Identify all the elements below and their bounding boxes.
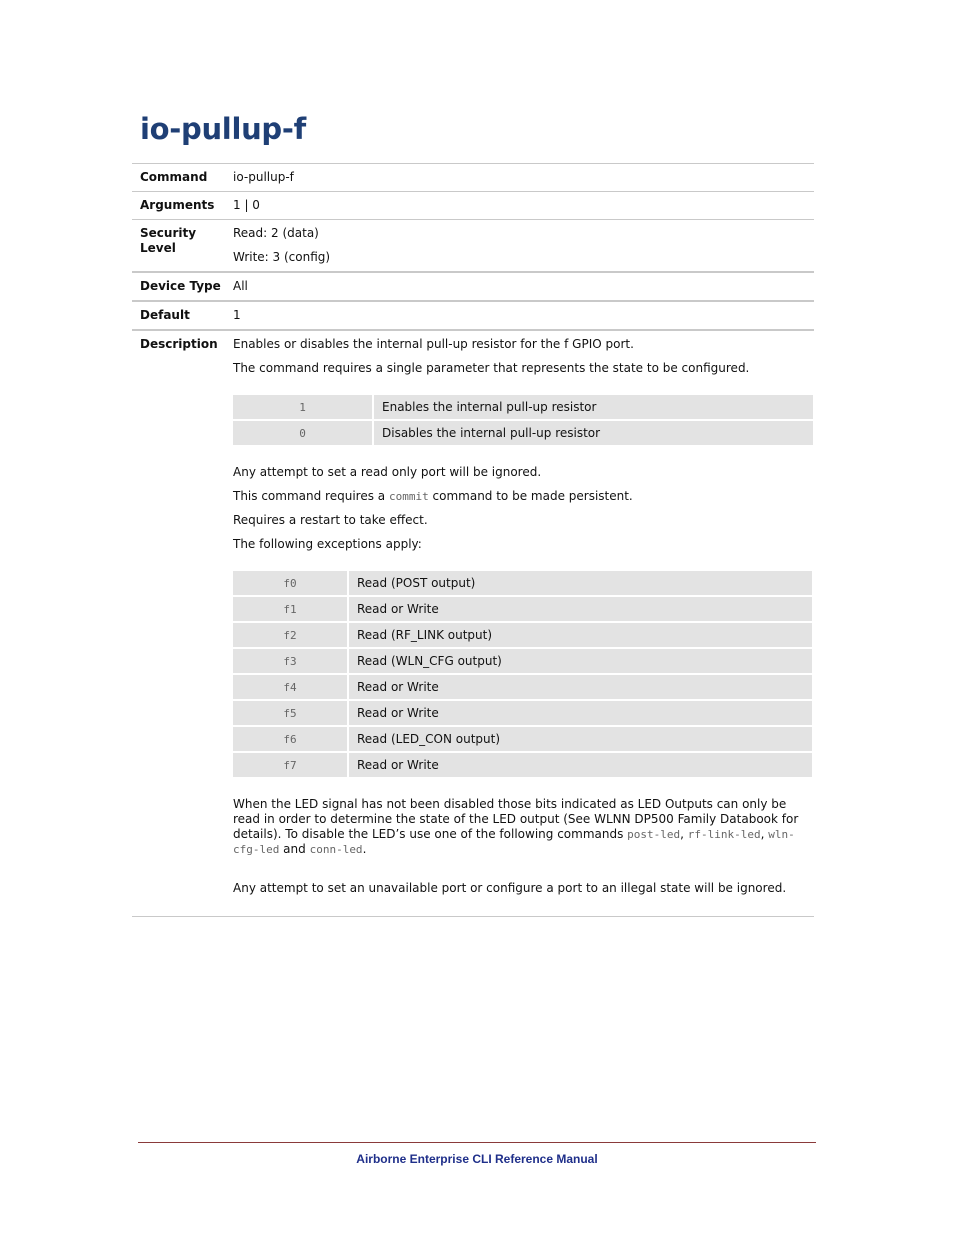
exceptions-table bbox=[233, 569, 812, 779]
port-code: f5 bbox=[233, 701, 349, 725]
text-span: When the LED signal has not been disabled those bits indicated as LED Outputs can only be read in order to determine the state of the LED output (See WLNN DP500 Family Databook for details). To disable the LED’s use one of the following commands bbox=[233, 797, 799, 841]
row-command bbox=[132, 164, 814, 192]
port-access: Read or Write bbox=[349, 701, 812, 725]
port-code: f3 bbox=[233, 649, 349, 673]
row-description bbox=[132, 331, 814, 917]
table-row bbox=[233, 675, 812, 699]
port-code: f6 bbox=[233, 727, 349, 751]
text-span: . bbox=[362, 842, 367, 856]
inline-code-conn-led: conn-led bbox=[309, 843, 363, 856]
page-title: io-pullup-f bbox=[140, 112, 306, 146]
state-description: Enables the internal pull-up resistor bbox=[374, 395, 813, 419]
table-row bbox=[233, 701, 812, 725]
description-paragraph-5: Requires a restart to take effect. bbox=[233, 513, 428, 527]
inline-code-post-led: post-led bbox=[627, 828, 681, 841]
row-value-default: 1 bbox=[233, 308, 241, 322]
port-code: f4 bbox=[233, 675, 349, 699]
row-value-command: io-pullup-f bbox=[233, 170, 294, 184]
row-label-default: Default bbox=[140, 308, 190, 322]
security-read: Read: 2 (data) bbox=[233, 226, 319, 240]
table-row bbox=[233, 395, 813, 419]
footer-divider bbox=[138, 1142, 816, 1143]
inline-code-wln-cfg-led: wln-cfg-led bbox=[233, 828, 795, 856]
description-paragraph-2: The command requires a single parameter that represents the state to be configured. bbox=[233, 361, 750, 375]
row-value-security-level bbox=[233, 220, 814, 271]
row-value-description bbox=[233, 331, 814, 916]
row-label-description: Description bbox=[140, 337, 218, 351]
table-row bbox=[233, 753, 812, 777]
text-span: command to be made persistent. bbox=[428, 489, 633, 503]
inline-code-rf-link-led: rf-link-led bbox=[687, 828, 761, 841]
state-description: Disables the internal pull-up resistor bbox=[374, 421, 813, 445]
row-label-device-type: Device Type bbox=[140, 279, 221, 293]
port-access: Read or Write bbox=[349, 753, 812, 777]
text-span: This command requires a bbox=[233, 489, 389, 503]
description-paragraph-8: Any attempt to set an unavailable port or configure a port to an illegal state will be ignored. bbox=[233, 881, 787, 895]
port-code: f7 bbox=[233, 753, 349, 777]
port-access: Read or Write bbox=[349, 597, 812, 621]
row-value-arguments: 1 | 0 bbox=[233, 198, 260, 212]
port-code: f2 bbox=[233, 623, 349, 647]
port-access: Read (WLN_CFG output) bbox=[349, 649, 812, 673]
row-label-command: Command bbox=[140, 170, 208, 184]
row-default bbox=[132, 302, 814, 331]
table-row bbox=[233, 597, 812, 621]
state-code: 0 bbox=[233, 421, 374, 445]
row-security-level bbox=[132, 220, 814, 273]
port-access: Read (POST output) bbox=[349, 571, 812, 595]
table-row bbox=[233, 623, 812, 647]
inline-code-commit: commit bbox=[388, 490, 429, 503]
row-arguments bbox=[132, 192, 814, 220]
description-paragraph-1: Enables or disables the internal pull-up resistor for the f GPIO port. bbox=[233, 337, 634, 351]
footer-title: Airborne Enterprise CLI Reference Manual bbox=[356, 1152, 598, 1166]
security-write: Write: 3 (config) bbox=[233, 250, 331, 264]
table-row bbox=[233, 571, 812, 595]
port-access: Read (RF_LINK output) bbox=[349, 623, 812, 647]
text-span: and bbox=[279, 842, 310, 856]
state-table bbox=[233, 393, 813, 447]
state-code: 1 bbox=[233, 395, 374, 419]
text-span: , bbox=[680, 827, 688, 841]
row-label-security-level: Security Level bbox=[140, 226, 197, 255]
row-value-device-type: All bbox=[233, 279, 248, 293]
port-access: Read or Write bbox=[349, 675, 812, 699]
description-paragraph-7 bbox=[233, 797, 814, 857]
description-paragraph-4 bbox=[233, 489, 814, 504]
row-device-type bbox=[132, 273, 814, 302]
table-row bbox=[233, 727, 812, 751]
port-code: f1 bbox=[233, 597, 349, 621]
description-paragraph-3: Any attempt to set a read only port will be ignored. bbox=[233, 465, 542, 479]
text-span: , bbox=[760, 827, 769, 841]
table-row bbox=[233, 421, 813, 445]
row-label-arguments: Arguments bbox=[140, 198, 215, 212]
command-spec-table bbox=[132, 163, 814, 917]
table-row bbox=[233, 649, 812, 673]
port-access: Read (LED_CON output) bbox=[349, 727, 812, 751]
port-code: f0 bbox=[233, 571, 349, 595]
description-paragraph-6: The following exceptions apply: bbox=[233, 537, 422, 551]
